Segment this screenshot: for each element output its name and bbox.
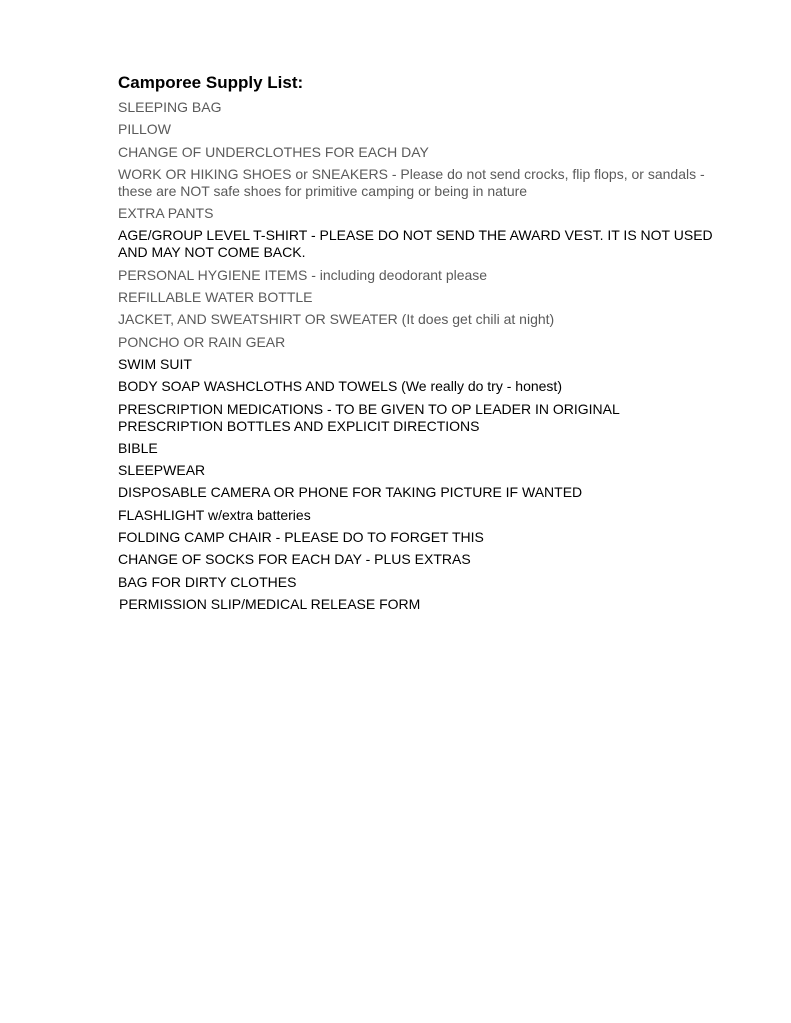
- list-item-soap-towels: BODY SOAP WASHCLOTHS AND TOWELS (We really do try - honest): [118, 378, 562, 395]
- list-item-socks: CHANGE OF SOCKS FOR EACH DAY - PLUS EXTRAS: [118, 551, 471, 568]
- list-item-extra-pants: EXTRA PANTS: [118, 205, 214, 222]
- list-item-sleepwear: SLEEPWEAR: [118, 462, 206, 479]
- list-item-hygiene: PERSONAL HYGIENE ITEMS - including deodorant please: [118, 266, 488, 283]
- list-item-permission-slip: PERMISSION SLIP/MEDICAL RELEASE FORM: [119, 595, 421, 612]
- list-item-poncho: PONCHO OR RAIN GEAR: [118, 333, 286, 350]
- list-item-flashlight: FLASHLIGHT w/extra batteries: [118, 506, 311, 523]
- list-item-jacket: JACKET, AND SWEATSHIRT OR SWEATER (It does get chili at night): [118, 311, 555, 328]
- list-item-medications: PRESCRIPTION MEDICATIONS - TO BE GIVEN TO OP LEADER IN ORIGINAL PRESCRIPTION BOTTLES AND EXPLICIT DIRECTIONS: [118, 400, 620, 434]
- list-item-t-shirt: AGE/GROUP LEVEL T-SHIRT - PLEASE DO NOT SEND THE AWARD VEST. IT IS NOT USED AND MAY NOT COME BACK.: [118, 227, 713, 261]
- list-item-pillow: PILLOW: [118, 121, 171, 138]
- list-item-bible: BIBLE: [118, 439, 158, 456]
- list-item-camera: DISPOSABLE CAMERA OR PHONE FOR TAKING PICTURE IF WANTED: [118, 484, 583, 501]
- document-title: Camporee Supply List:: [118, 73, 304, 92]
- list-item-camp-chair: FOLDING CAMP CHAIR - PLEASE DO TO FORGET THIS: [118, 529, 484, 546]
- supply-list-section: [118, 72, 718, 618]
- list-item-sleeping-bag: SLEEPING BAG: [118, 99, 222, 115]
- list-item-shoes: WORK OR HIKING SHOES or SNEAKERS - Please do not send crocks, flip flops, or sandals - these are NOT safe shoes for primitive camping or being in nature: [118, 165, 705, 199]
- supply-list: [118, 99, 718, 613]
- list-item-water-bottle: REFILLABLE WATER BOTTLE: [118, 289, 313, 306]
- list-item-dirty-clothes-bag: BAG FOR DIRTY CLOTHES: [118, 573, 297, 590]
- list-item-underclothes: CHANGE OF UNDERCLOTHES FOR EACH DAY: [118, 143, 429, 160]
- list-item-swim-suit: SWIM SUIT: [118, 355, 192, 372]
